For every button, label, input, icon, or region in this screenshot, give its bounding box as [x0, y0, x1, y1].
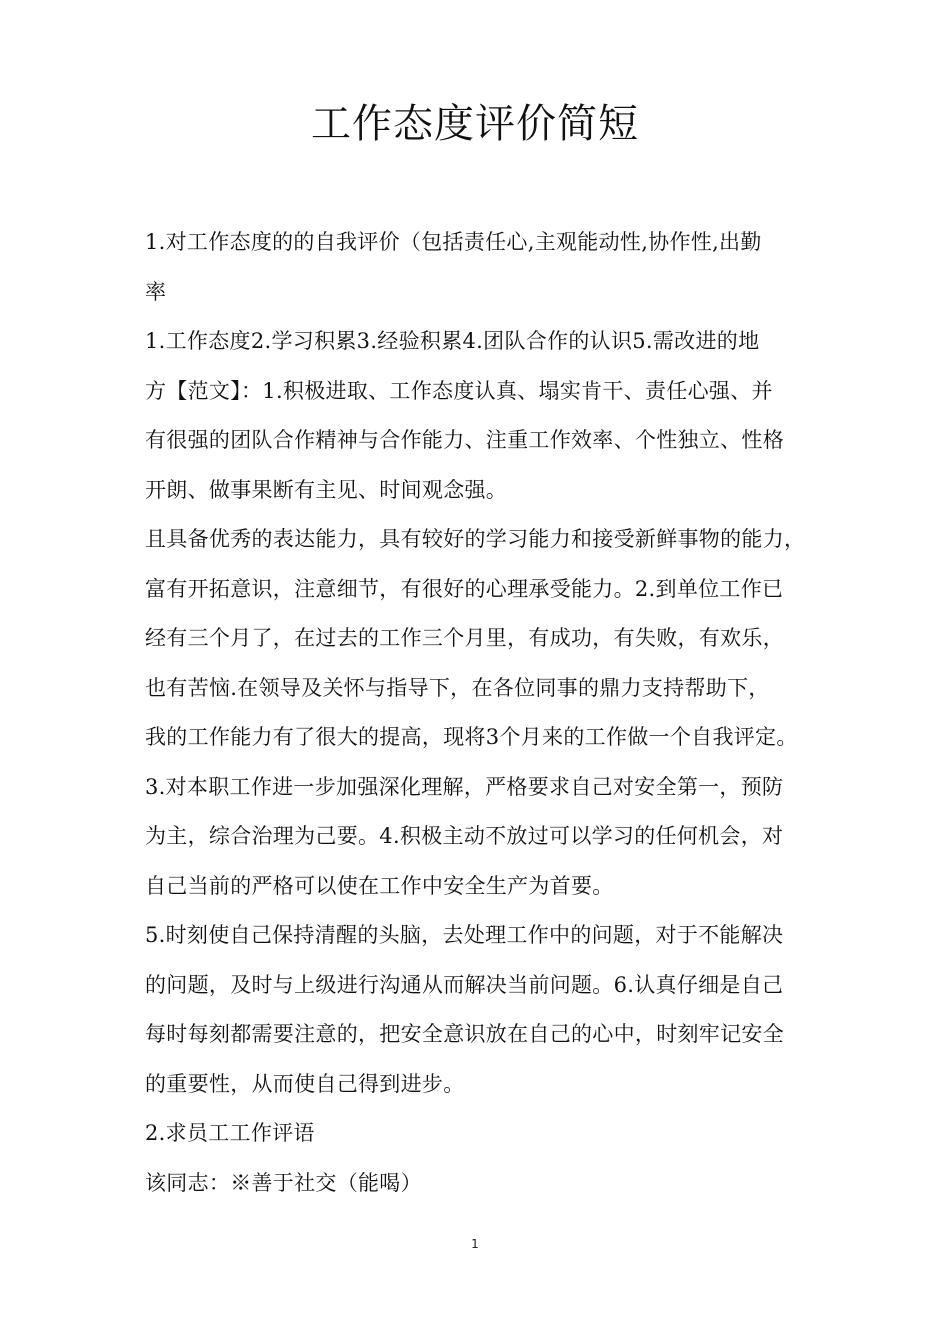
- paragraph-comrade-note: [145, 1159, 825, 1209]
- text-line: 也有苦恼.在领导及关怀与指导下，在各位同事的鼎力支持帮助下，: [145, 675, 770, 700]
- paragraph-abilities: [145, 515, 825, 911]
- text-line: 3.对本职工作进一步加强深化理解，严格要求自己对安全第一，预防: [145, 774, 784, 799]
- text-line: 我的工作能力有了很大的提高，现将3个月来的工作做一个自我评定。: [145, 725, 798, 749]
- text-line: 的问题，及时与上级进行沟通从而解决当前问题。6.认真仔细是自己: [145, 972, 784, 997]
- text-line: 经有三个月了，在过去的工作三个月里，有成功，有失败，有欢乐，: [145, 626, 784, 650]
- paragraph-work-attitude-sample: [145, 317, 825, 515]
- paragraph-self-evaluation-heading: [145, 218, 825, 317]
- document-title: 工作态度评价简短: [311, 101, 639, 147]
- text-line: 的重要性，从而使自己得到进步。: [145, 1071, 465, 1096]
- text-line: 且具备优秀的表达能力，具有较好的学习能力和接受新鲜事物的能力，: [145, 527, 806, 551]
- text-line: 自己当前的严格可以使在工作中安全生产为首要。: [145, 873, 614, 898]
- text-line: 1.工作态度2.学习积累3.经验积累4.团队合作的认识5.需改进的地: [145, 329, 760, 353]
- paragraph-employee-review-heading: [145, 1109, 825, 1159]
- document-body: [145, 218, 825, 1208]
- text-line: 方【范文】：1.积极进取、工作态度认真、塌实肯干、责任心强、并: [145, 378, 773, 403]
- text-line: 2.求员工工作评语: [145, 1121, 315, 1145]
- paragraph-problem-solving: [145, 911, 825, 1109]
- text-line: 为主，综合治理为己要。4.积极主动不放过可以学习的任何机会，对: [145, 824, 784, 848]
- text-line: 富有开拓意识，注意细节，有很好的心理承受能力。2.到单位工作已: [145, 576, 784, 601]
- text-line: 该同志：※善于社交（能喝）: [145, 1170, 422, 1195]
- text-line: 1.对工作态度的的自我评价（包括责任心,主观能动性,协作性,出勤: [145, 230, 762, 254]
- text-line: 开朗、做事果断有主见、时间观念强。: [145, 477, 508, 502]
- text-line: 率: [145, 279, 167, 304]
- text-line: 每时每刻都需要注意的，把安全意识放在自己的心中，时刻牢记安全: [145, 1022, 784, 1046]
- text-line: 5.时刻使自己保持清醒的头脑，去处理工作中的问题，对于不能解决: [145, 923, 784, 947]
- page-number: 1: [471, 1237, 479, 1251]
- text-line: 有很强的团队合作精神与合作能力、注重工作效率、个性独立、性格: [145, 428, 784, 452]
